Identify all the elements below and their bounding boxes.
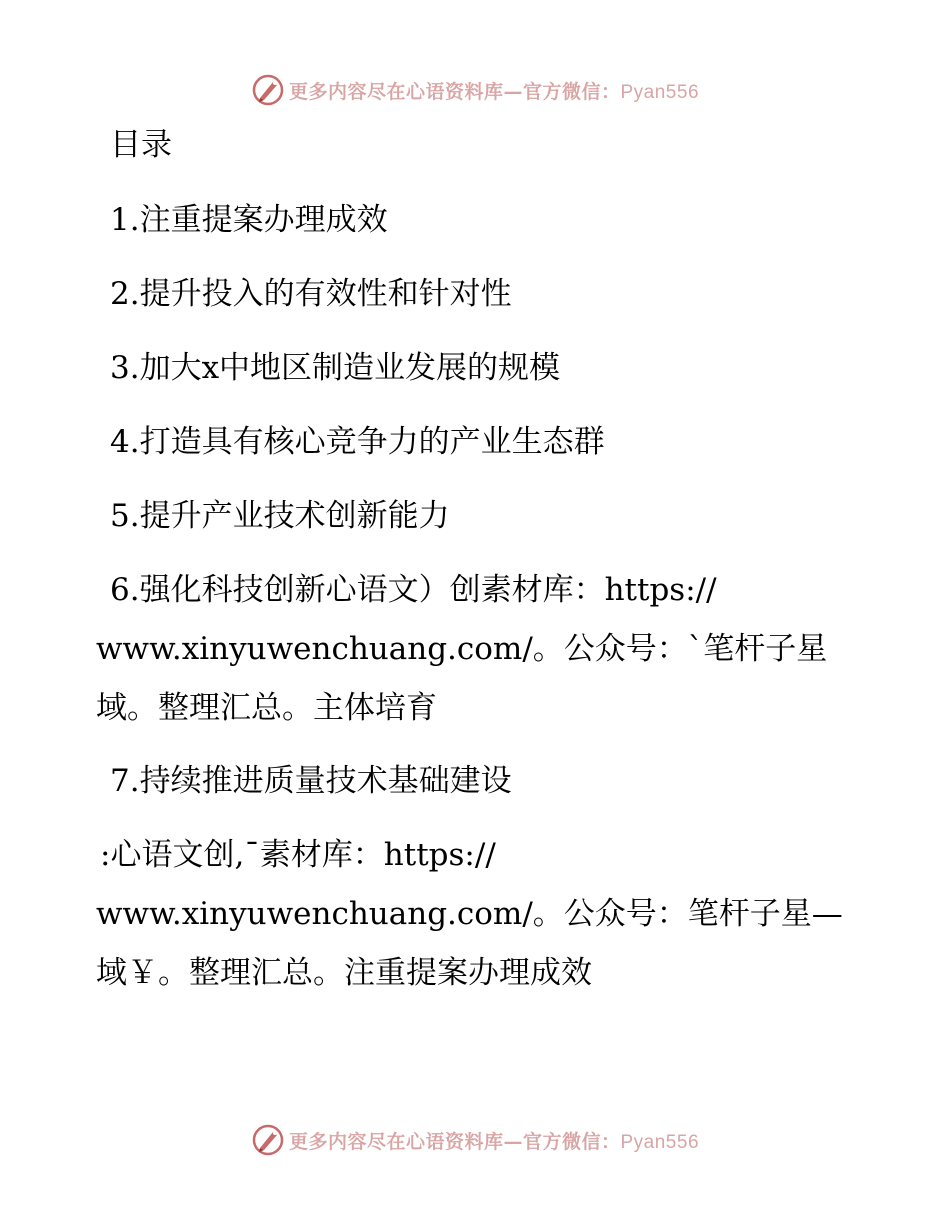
toc-item: 5.提升产业技术创新能力 [110,498,450,534]
toc-title: 目录 [110,127,172,163]
toc-item: 7.持续推进质量技术基础建设 [110,763,512,799]
toc-item-continued: 域。整理汇总。主体培育 [96,690,437,726]
toc-item-continued: www.xinyuwenchuang.com/。公众号：`笔杆子星 [96,631,828,667]
source-note-continued: 域￥。整理汇总。注重提案办理成效 [96,955,592,991]
source-note: :心语文创,¯素材库：https:// [100,837,496,873]
source-note-continued: www.xinyuwenchuang.com/。公众号：笔杆子星— [96,896,843,932]
pen-logo-icon [251,1123,285,1157]
toc-item: 6.强化科技创新心语文）创素材库：https:// [110,572,717,608]
toc-item: 2.提升投入的有效性和针对性 [110,276,512,312]
toc-item: 1.注重提案办理成效 [110,202,388,238]
watermark-text: 更多内容尽在心语资料库—官方微信：Pyan556 [288,1130,700,1153]
pen-logo-icon [251,73,285,107]
header-watermark [0,70,950,110]
toc-item: 3.加大x中地区制造业发展的规模 [110,350,561,386]
toc-item: 4.打造具有核心竞争力的产业生态群 [110,424,605,460]
footer-watermark [0,1120,950,1160]
watermark-text: 更多内容尽在心语资料库—官方微信：Pyan556 [288,80,700,103]
